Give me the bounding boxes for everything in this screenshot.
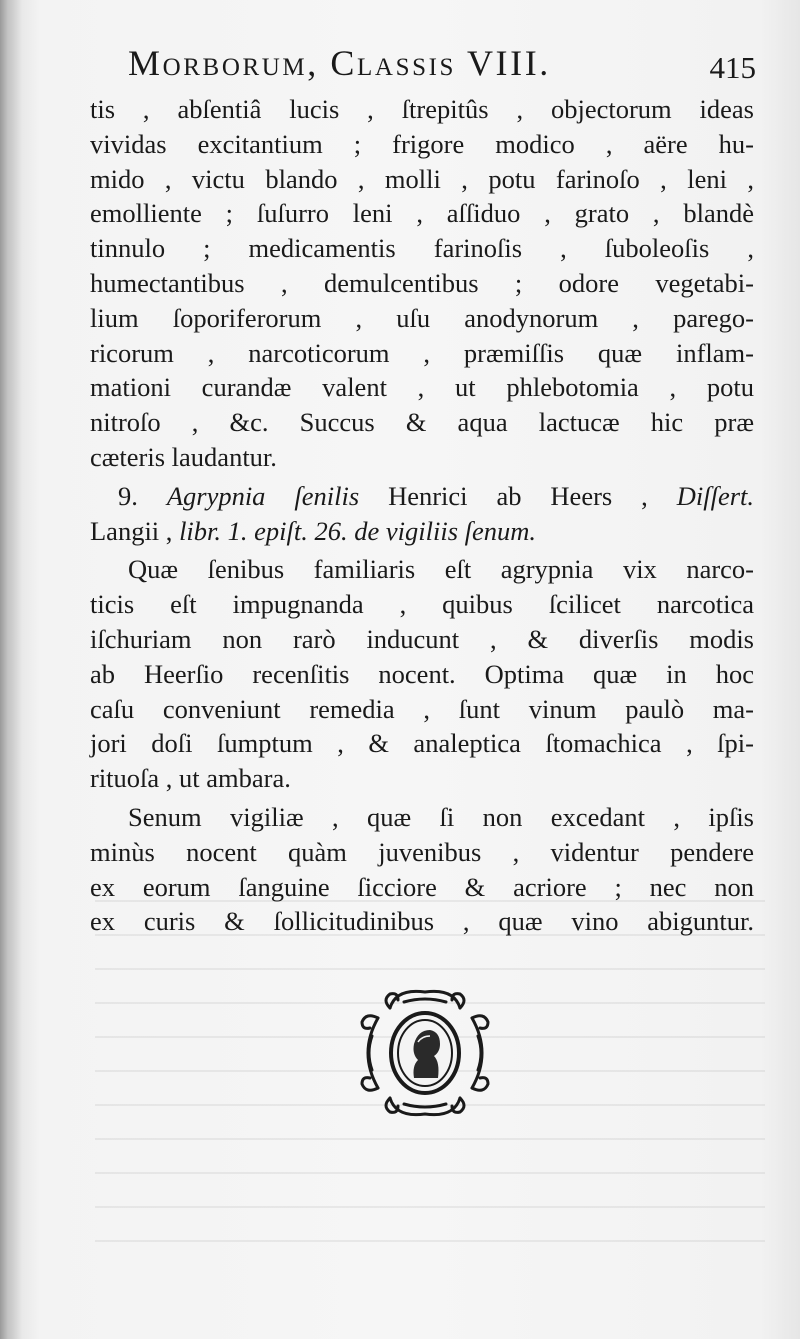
text-line: Quæ ſenibus familiaris eſt agrypnia vix narco- [128, 554, 754, 585]
text-line: minùs nocent quàm juvenibus , videntur pendere [90, 836, 754, 867]
text-line: mido , victu blando , molli , potu farinoſo , leni , [90, 163, 754, 194]
text-line: humectantibus , demulcentibus ; odore vegetabi- [90, 267, 754, 298]
page-number: 415 [709, 50, 756, 85]
work-reference: Diſſert. [676, 480, 755, 511]
text-line: ex eorum ſanguine ſicciore & acriore ; nec non [90, 871, 754, 902]
author-reference: Henrici ab Heers , [359, 480, 677, 511]
text-line: iſchuriam non rarò inducunt , & diverſis modis [90, 623, 754, 654]
text-line: cæteris laudantur. [90, 441, 277, 472]
section-number: 9. [118, 480, 138, 511]
running-title: Morborum, Classis VIII. [128, 43, 551, 83]
cameo-portrait-ornament-icon [352, 978, 498, 1128]
text-line: tinnulo ; medicamentis farinoſis , ſuboleoſis , [90, 233, 754, 264]
text-line: Senum vigiliæ , quæ ſi non excedant , ipſis [128, 801, 754, 832]
text-line: ab Heerſio recenſitis nocent. Optima quæ in hoc [90, 658, 754, 689]
work-reference: libr. 1. epiſt. 26. de vigiliis ſenum. [179, 515, 537, 546]
text-line: ricorum , narcoticorum , præmiſſis quæ inflam- [90, 337, 754, 368]
text-line: nitroſo , &c. Succus & aqua lactucæ hic præ [90, 407, 754, 438]
text-line: tis , abſentiâ lucis , ſtrepitûs , objectorum ideas [90, 94, 754, 124]
main-text [90, 92, 754, 939]
text-line: emolliente ; ſuſurro leni , aſſiduo , grato , blandè [90, 198, 754, 229]
text-line: caſu conveniunt remedia , ſunt vinum paulò ma- [90, 693, 754, 724]
text-line: rituoſa , ut ambara. [90, 763, 291, 794]
text-line: ex curis & ſollicitudinibus , quæ vino abiguntur. [90, 906, 754, 937]
page-header [88, 42, 758, 92]
text-line: jori doſi ſumptum , & analeptica ſtomachica , ſpi- [90, 728, 754, 759]
text-line: mationi curandæ valent , ut phlebotomia , potu [90, 372, 754, 403]
text-line: lium ſoporiferorum , uſu anodynorum , parego- [90, 302, 754, 333]
text-line: vividas excitantium ; frigore modico , aëre hu- [90, 128, 754, 159]
section-heading-line [90, 479, 754, 514]
gutter-shadow [0, 0, 22, 1339]
section-heading-line [90, 514, 754, 549]
disease-name: Agrypnia ſenilis [166, 480, 360, 511]
author-reference: Langii , [90, 515, 180, 546]
text-line: ticis eſt impugnanda , quibus ſcilicet narcotica [90, 589, 754, 620]
